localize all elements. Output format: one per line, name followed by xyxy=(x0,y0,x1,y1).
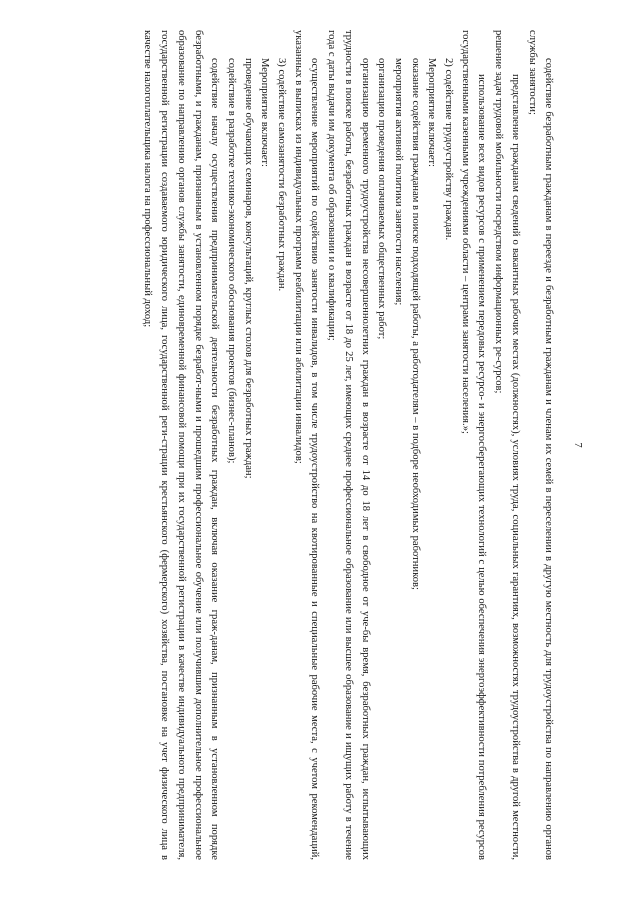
paragraph: 2) содействие трудоустройству граждан. xyxy=(443,58,455,241)
paragraph: организацию временного трудоустройства несовершеннолетних граждан в возрасте от 14 до 18 лет в свободное от уче-бы время, безработных граждан, испытывающих трудности в поиске работы, безработных граждан в возрасте от 18 до 25 лет, имеющих среднее профессиональное образование или высшее образование и ищущих работу в течение года с даты выдачи им документа об образовании и о квалификации; xyxy=(326,30,371,860)
document-body xyxy=(139,30,557,860)
paragraph: представление гражданам сведений о вакантных рабочих местах (должностях), условиях труда, социальных гарантиях, возможностях трудоустройства в другой местности, решение задач трудовой мобильности посредством информационных ре-сурсов; xyxy=(493,30,521,860)
paragraph: содействие началу осуществления предпринимательской деятельности безработных граждан, включая оказание граж-данам, признанным в установленном порядке безработными, и гражданам, признанным в установленном порядке безработ-ными и прошедшим профессиональное обучение или получившим дополнительное профессиональное образование по направлению органов службы занятости, единовременной финансовой помощи при их государственной регистрации в качестве индивидуального предпринимателя, государственной регистрации создаваемого юридического лица, государственной реги-страции крестьянского (фермерского) хозяйства, постановке на учет физического лица в качестве налогоплательщика налога на профессиональный доход; xyxy=(142,30,221,860)
page-number: 7 xyxy=(572,442,583,448)
paragraph: содействие безработным гражданам в переезде и безработным гражданам и членам их семей в переселении в другую местность для трудоустройства по направлению органов службы занятости; xyxy=(526,30,555,860)
rotated-page-content xyxy=(75,30,585,860)
paragraph: мероприятия активной политики занятости населения; xyxy=(392,58,404,306)
paragraph: организацию проведения оплачиваемых общественных работ; xyxy=(376,58,388,340)
paragraph: оказание содействия гражданам в поиске подходящей работы, а работодателям – в подборе необходимых работников; xyxy=(409,58,421,590)
paragraph: осуществление мероприятий по содействию занятости инвалидов, в том числе трудоустройство на квотированные и специальные рабочие места, с учетом рекомендаций, указанных в выписках из индивидуальных программ реабилитации или абилитации инвалидов; xyxy=(292,30,321,860)
paragraph: Мероприятие включает: xyxy=(426,58,438,167)
paragraph: использование всех видов ресурсов с применением передовых ресурсо- и энергосберегающих технологий с целью обеспечения энергоэффективности потребления ресурсов государственными казенными учреждениями области – центрами занятости населения.»; xyxy=(459,30,488,860)
paragraph: проведение обучающих семинаров, консультаций, круглых столов для безработных граждан; xyxy=(242,58,254,479)
paragraph: Мероприятие включает: xyxy=(259,58,271,167)
paragraph: содействие в разработке технико-экономического обоснования проектов (бизнес-планов); xyxy=(225,58,237,464)
paragraph: 3) содействие самозанятости безработных граждан. xyxy=(276,58,288,292)
